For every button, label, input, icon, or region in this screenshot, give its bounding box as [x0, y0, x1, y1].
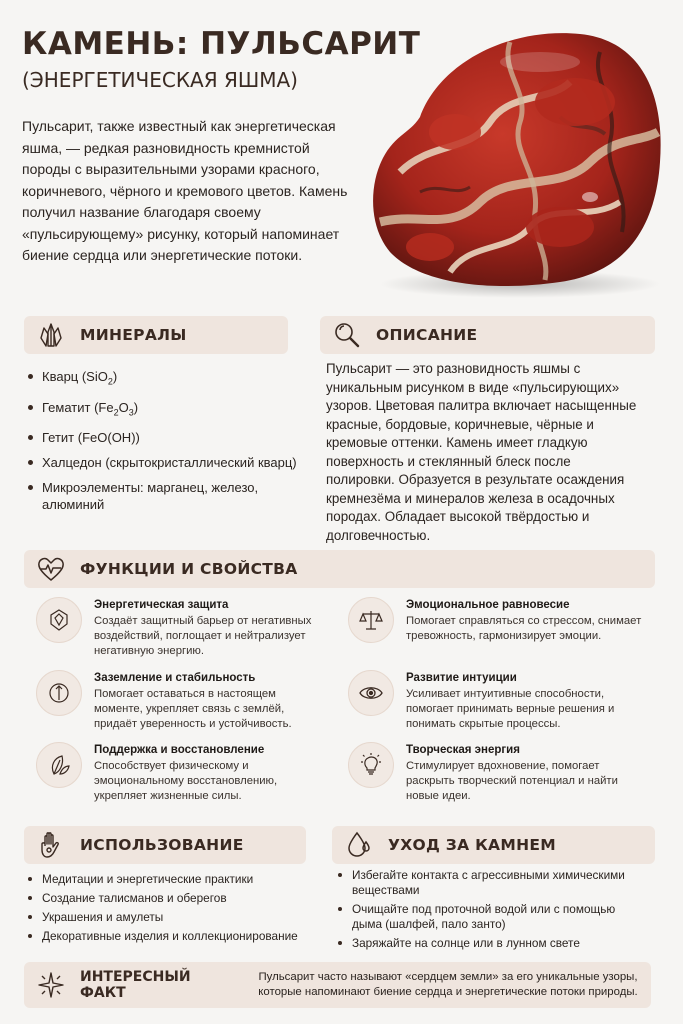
heart-pulse-icon [36, 554, 66, 584]
leaves-icon [36, 742, 82, 788]
function-text: Помогает справляться со стрессом, снимает тревожность, гармонизирует эмоции. [406, 615, 642, 642]
function-text: Стимулирует вдохновение, помогает раскрыть творческий потенциал и найти новые идеи. [406, 760, 618, 802]
page-subtitle: (ЭНЕРГЕТИЧЕСКАЯ ЯШМА) [22, 68, 298, 92]
list-item: Украшения и амулеты [26, 910, 316, 925]
function-text: Создаёт защитный барьер от негативных воздействий, поглощает и нейтрализует негативную энергию. [94, 615, 312, 657]
page-title: КАМЕНЬ: ПУЛЬСАРИТ [22, 26, 421, 62]
list-item: Микроэлементы: марганец, железо, алюминий [26, 479, 306, 513]
list-item: Декоративные изделия и коллекционирование [26, 929, 316, 944]
water-drop-icon [344, 830, 374, 860]
hand-icon [36, 830, 66, 860]
list-item: Гетит (FeO(OH)) [26, 429, 306, 446]
sparkle-icon [36, 970, 66, 1000]
function-title: Эмоциональное равновесие [406, 599, 570, 611]
eye-icon [348, 670, 394, 716]
crystal-icon [36, 320, 66, 350]
usage-label: ИСПОЛЬЗОВАНИЕ [80, 836, 244, 854]
function-item [36, 597, 326, 659]
list-item: Заряжайте на солнце или в лунном свете [336, 936, 646, 951]
usage-header [24, 826, 306, 864]
function-item [36, 742, 326, 804]
function-item [348, 670, 648, 732]
description-header [320, 316, 655, 354]
function-text: Способствует физическому и эмоциональному восстановлению, укрепляет жизненные силы. [94, 760, 278, 802]
minerals-list [26, 368, 306, 521]
function-text: Помогает оставаться в настоящем моменте, укрепляет связь с землёй, придаёт уверенность и устойчивость. [94, 688, 292, 730]
fact-text: Пульсарит часто называют «сердцем земли» за его уникальные узоры, которые напоминают биение сердца и энергетические потоки природы. [258, 970, 638, 998]
grounding-icon [36, 670, 82, 716]
function-title: Заземление и стабильность [94, 672, 256, 684]
lightbulb-icon [348, 742, 394, 788]
minerals-header [24, 316, 288, 354]
list-item: Халцедон (скрытокристаллический кварц) [26, 454, 306, 471]
list-item: Кварц (SiO$_2$) [26, 368, 306, 391]
function-title: Творческая энергия [406, 744, 520, 756]
list-item: Избегайте контакта с агрессивными химическими веществами [336, 868, 646, 898]
list-item: Медитации и энергетические практики [26, 872, 316, 887]
description-text: Пульсарит — это разновидность яшмы с уникальным рисунком в виде «пульсирующих» узоров. Цветовая палитра включает насыщенные красные, бордовые, коричневые, чёрные и кремовые оттенки. Камень имеет гладкую поверхность и стеклянный блеск после полировки. Образуется в результате осаждения кремнезёма и минералов железа в осадочных породах. Обладает высокой твёрдостью и долговечностью. [326, 361, 637, 543]
function-title: Развитие интуиции [406, 672, 517, 684]
function-text: Усиливает интуитивные способности, помогает принимать верные решения и понимать скрытые процессы. [406, 688, 615, 730]
care-header [332, 826, 655, 864]
care-label: УХОД ЗА КАМНЕМ [388, 836, 556, 854]
list-item: Очищайте под проточной водой или с помощью дыма (шалфей, пало занто) [336, 902, 646, 932]
function-item [348, 742, 648, 804]
list-item: Создание талисманов и оберегов [26, 891, 316, 906]
function-title: Энергетическая защита [94, 599, 229, 611]
minerals-label: МИНЕРАЛЫ [80, 326, 187, 344]
description-label: ОПИСАНИЕ [376, 326, 478, 344]
functions-header [24, 550, 655, 588]
care-list [336, 868, 646, 955]
fact-panel [24, 962, 651, 1008]
intro-text: Пульсарит, также известный как энергетическая яшма, — редкая разновидность кремнистой породы с выразительными узорами красного, коричневого, чёрного и кремового цветов. Камень получил название благодаря своему «пульсирующему» рисунку, который напоминает биение сердца или энергетические потоки. [22, 118, 348, 263]
stone-image [360, 22, 670, 302]
function-item [348, 597, 648, 644]
usage-list [26, 872, 316, 948]
functions-label: ФУНКЦИИ И СВОЙСТВА [80, 560, 298, 578]
scales-icon [348, 597, 394, 643]
list-item: Гематит $(Fe_2O_3)$ [26, 399, 306, 422]
function-title: Поддержка и восстановление [94, 744, 265, 756]
function-item [36, 670, 326, 732]
magnifier-icon [332, 320, 362, 350]
fact-label: ИНТЕРЕСНЫЙ ФАКТ [80, 969, 191, 1001]
protection-icon [36, 597, 82, 643]
